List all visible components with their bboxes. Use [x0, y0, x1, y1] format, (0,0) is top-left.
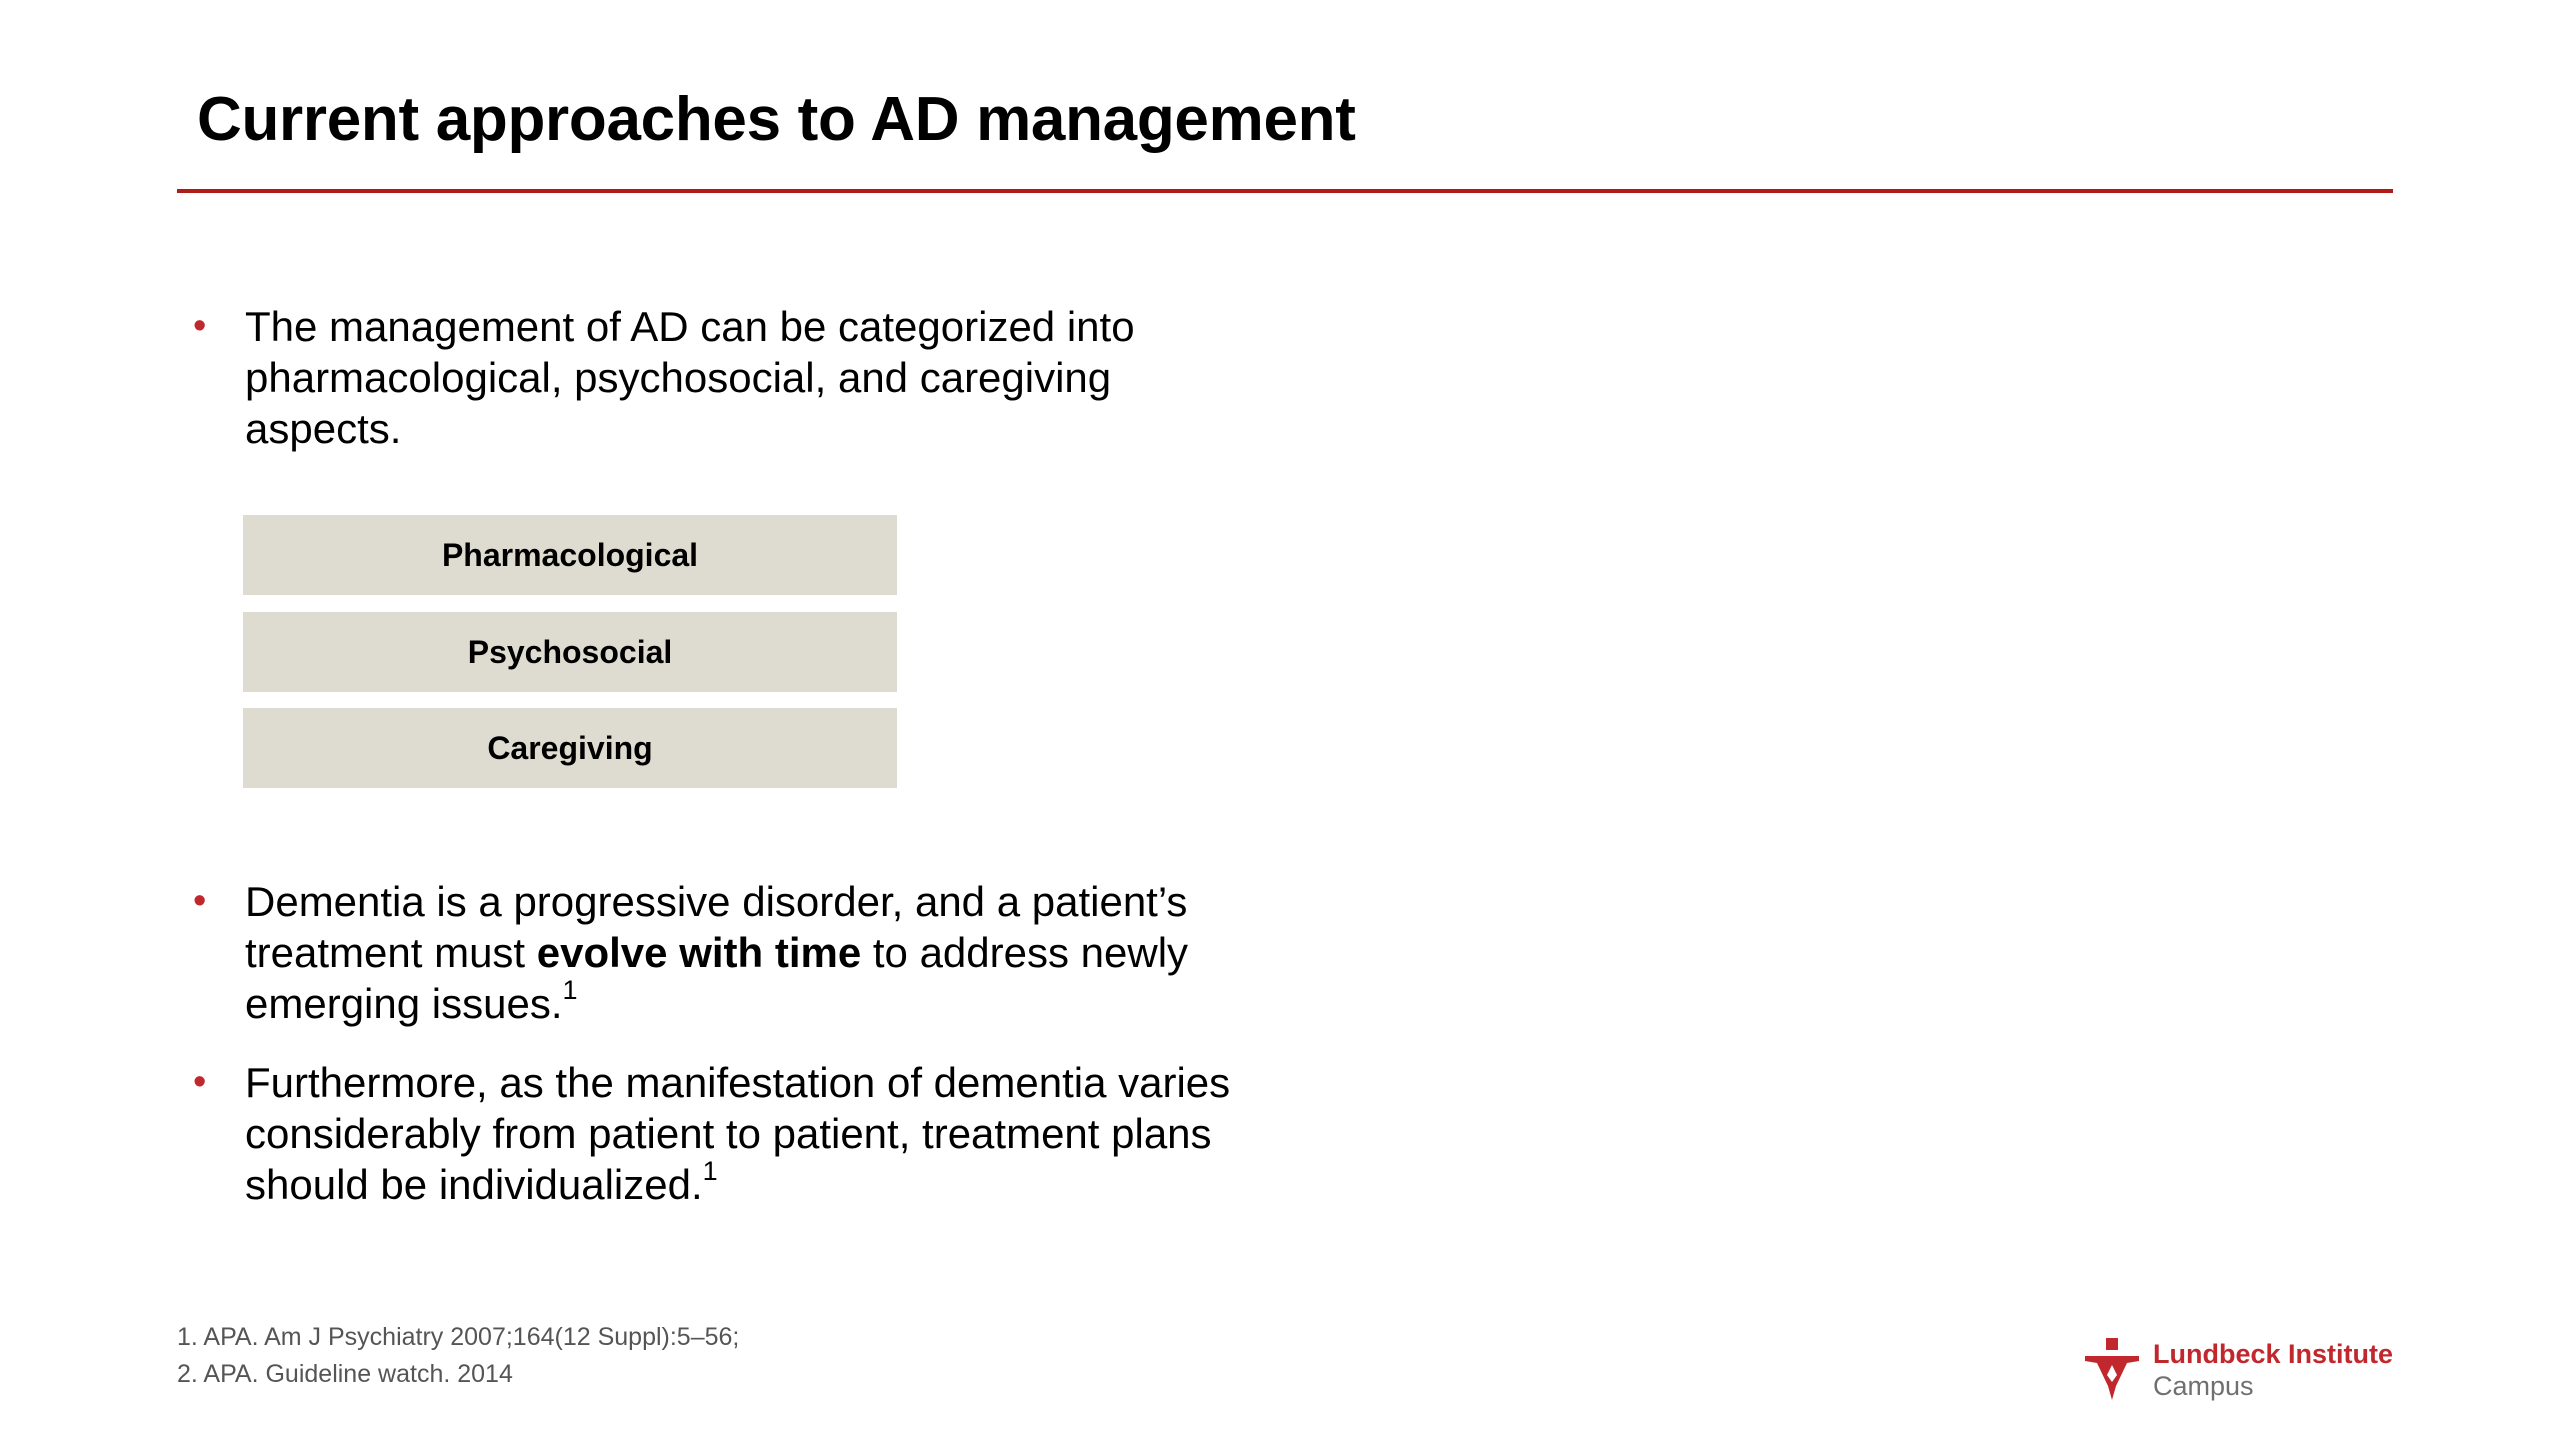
- bullet-text-line: Furthermore, as the manifestation of dementia varies: [245, 1059, 1231, 1106]
- bullet-text-line: aspects.: [245, 405, 402, 452]
- bullet-management-categories: [193, 301, 1135, 454]
- lundbeck-logo: [2083, 1338, 2413, 1404]
- references: [177, 1319, 739, 1393]
- category-label: Caregiving: [487, 729, 653, 766]
- reference-item: 2. APA. Guideline watch. 2014: [177, 1360, 513, 1388]
- bullet-text-line: emerging issues.: [245, 980, 563, 1027]
- bullet-text-line: pharmacological, psychosocial, and caregiving: [245, 354, 1112, 401]
- citation-superscript: 1: [562, 975, 578, 1005]
- bullet-text-line: should be individualized.: [245, 1161, 703, 1208]
- bullet-text-segment: treatment must: [245, 929, 537, 976]
- bullet-text-line: The management of AD can be categorized into: [245, 303, 1135, 350]
- bullet-emphasis: evolve with time: [536, 929, 862, 976]
- bullet-text-line: Dementia is a progressive disorder, and a patient’s: [245, 878, 1188, 925]
- category-box-pharmacological: [243, 515, 897, 595]
- category-label: Pharmacological: [441, 536, 699, 573]
- lundbeck-logo-icon: [2083, 1338, 2141, 1400]
- bullet-marker: •: [193, 1061, 207, 1103]
- category-box-psychosocial: [243, 612, 897, 692]
- bullet-marker: •: [193, 880, 207, 922]
- category-box-caregiving: [243, 708, 897, 788]
- citation-superscript: 1: [702, 1156, 718, 1186]
- category-label: Psychosocial: [467, 633, 673, 670]
- bullet-individualized-treatment: [193, 1057, 1230, 1210]
- slide-title: Current approaches to AD management: [197, 85, 1356, 154]
- bullet-marker: •: [193, 305, 207, 347]
- bullet-progressive-disorder: [193, 876, 1188, 1029]
- reference-item: 1. APA. Am J Psychiatry 2007;164(12 Suppl):5–56;: [177, 1323, 740, 1351]
- logo-name: Lundbeck Institute: [2153, 1339, 2394, 1369]
- bullet-text-segment: to address newly: [861, 929, 1189, 976]
- logo-subtitle: Campus: [2153, 1371, 2254, 1401]
- bullet-text-line: considerably from patient to patient, treatment plans: [245, 1110, 1212, 1157]
- title-divider: [177, 189, 2393, 193]
